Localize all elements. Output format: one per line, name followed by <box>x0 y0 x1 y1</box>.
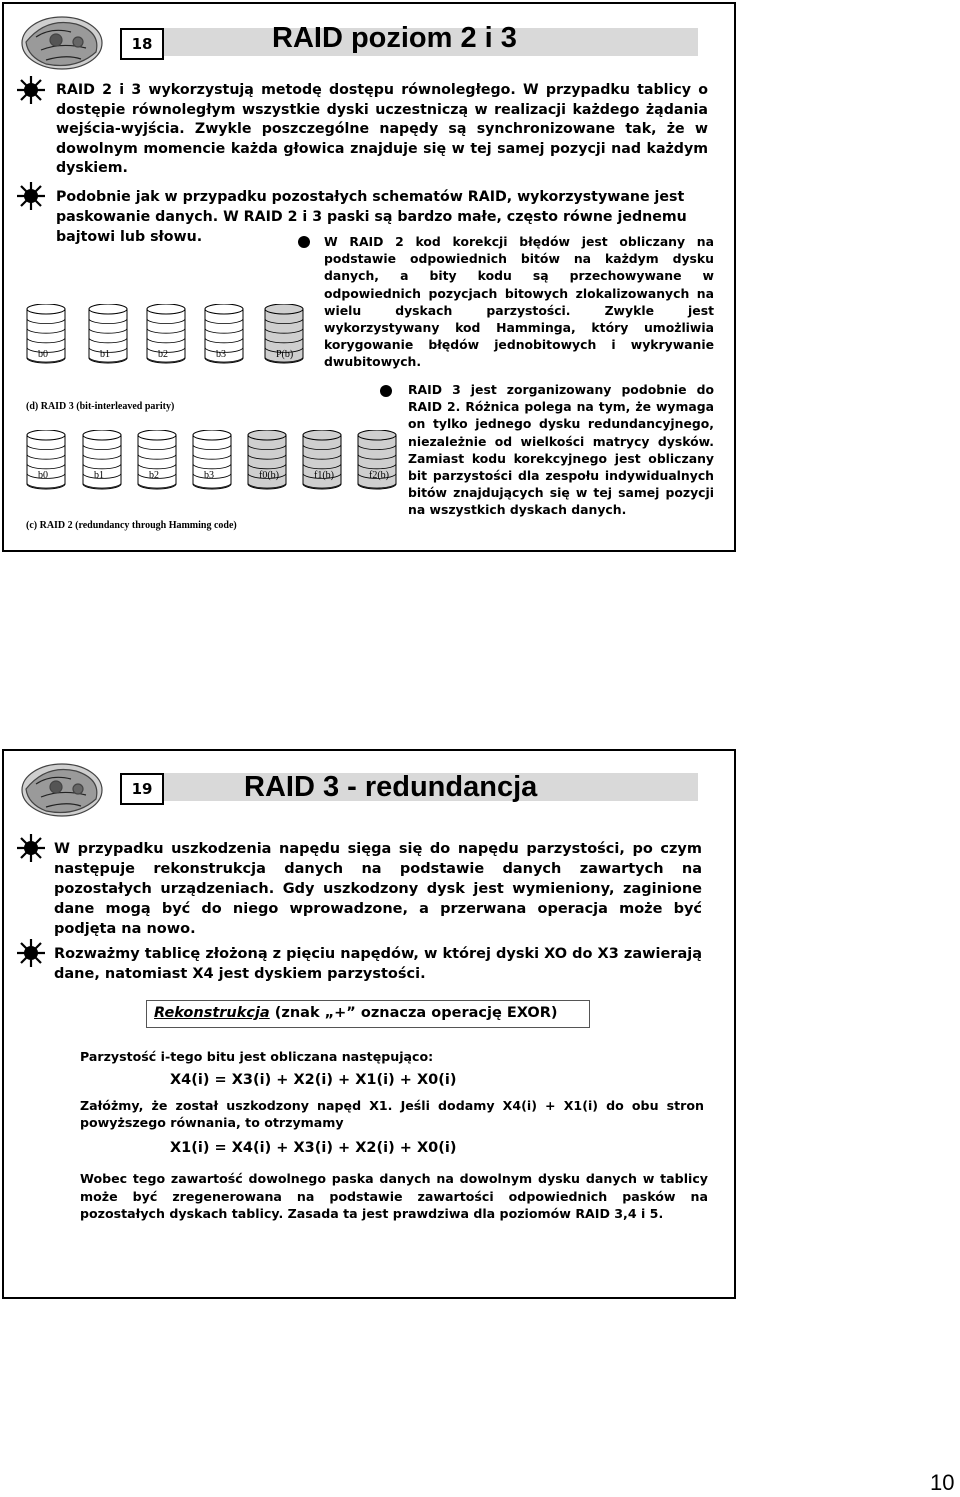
bullet-dot-icon <box>380 385 392 397</box>
raid3-figure-caption: (d) RAID 3 (bit-interleaved parity) <box>26 401 175 412</box>
formula-2: X1(i) = X4(i) + X3(i) + X2(i) + X0(i) <box>170 1140 457 1156</box>
assumption-text: Załóżmy, że został uszkodzony napęd X1. Jeśli dodamy X4(i) + X1(i) do obu stron powyższego równania, to otrzymamy <box>80 1098 704 1130</box>
reconstruction-box <box>146 1000 590 1028</box>
sun-bullet-icon <box>16 181 46 211</box>
raid2-disk-icon <box>192 430 232 490</box>
raid3-disk-label: b2 <box>158 349 168 360</box>
raid3-disk-label: P(b) <box>276 349 294 360</box>
raid2-disk-icon <box>357 430 397 490</box>
raid3-disk-label: b0 <box>38 349 48 360</box>
paragraph-1: RAID 2 i 3 wykorzystują metodę dostępu równoległego. W przypadku tablicy o dostępie równoległym wszystkie dyski uczestniczą w realizacji każdego żądania wejścia-wyjścia. Zwykle poszczególne napędy są synchronizowane tak, że w dowolnym momencie każda głowica znajduje się w tej samej pozycji nad każdym dyskiem. <box>56 82 708 176</box>
slide-number: 19 <box>120 773 164 805</box>
raid2-disk-label: f0(b) <box>259 470 279 481</box>
raid2-disk-icon <box>26 430 66 490</box>
sun-bullet-icon <box>16 75 46 105</box>
raid2-disk-icon <box>82 430 122 490</box>
raid3-disk-label: b1 <box>100 349 110 360</box>
raid2-disk-label: f1(b) <box>314 470 334 481</box>
slide-title: RAID 3 - redundancja <box>244 771 538 803</box>
decorative-logo-icon <box>16 12 108 74</box>
paragraph-2: Rozważmy tablicę złożoną z pięciu napędów, w której dyski XO do X3 zawierają dane, natomiast X4 jest dyskiem parzystości. <box>54 946 702 982</box>
bullet-dot-icon <box>298 236 310 248</box>
formula-1: X4(i) = X3(i) + X2(i) + X1(i) + X0(i) <box>170 1072 457 1088</box>
raid2-disk-label: b0 <box>38 470 48 481</box>
paragraph-2: Podobnie jak w przypadku pozostałych schematów RAID, wykorzystywane jest paskowanie danych. W RAID 2 i 3 paski są bardzo małe, często równe jednemu bajtowi lub słowu. <box>56 189 687 245</box>
raid2-disk-icon <box>247 430 287 490</box>
sun-bullet-icon <box>16 938 46 968</box>
raid2-figure-caption: (c) RAID 2 (redundancy through Hamming code) <box>26 520 237 531</box>
slide-title: RAID poziom 2 i 3 <box>272 22 517 54</box>
raid3-description: RAID 3 jest zorganizowany podobnie do RAID 2. Różnica polega na tym, że wymaga on tylko jednego dysku redundancyjnego, niezależnie od wielkości matrycy dysków. Zamiast kodu korekcyjnego jest obliczany bit parzystości dla zespołu indywidualnych bitów znajdujących się w tej samej pozycji na wszystkich dyskach danych. <box>408 382 714 518</box>
raid2-disk-label: b2 <box>149 470 159 481</box>
raid2-disk-label: f2(b) <box>369 470 389 481</box>
decorative-logo-icon <box>16 759 108 821</box>
parity-intro: Parzystość i-tego bitu jest obliczana następująco: <box>80 1049 434 1064</box>
raid2-disk-icon <box>137 430 177 490</box>
slide-19 <box>2 749 736 1299</box>
slide-18 <box>2 2 736 552</box>
slide-number: 18 <box>120 28 164 60</box>
raid2-disk-label: b1 <box>94 470 104 481</box>
raid2-disk-label: b3 <box>204 470 214 481</box>
raid2-description: W RAID 2 kod korekcji błędów jest obliczany na podstawie odpowiednich bitów na każdym dysku danych, a bity kodu są przechowywane w odpowiednich pozycjach bitowych zlokalizowanych na wielu dyskach parzystości. Zwykle jest wykorzystywany kod Hamminga, który umożliwia korygowanie błędów jednobitowych i wykrywanie dwubitowych. <box>324 234 714 370</box>
raid2-disk-icon <box>302 430 342 490</box>
sun-bullet-icon <box>16 833 46 863</box>
page-number: 10 <box>930 1470 955 1495</box>
paragraph-1: W przypadku uszkodzenia napędu sięga się do napędu parzystości, po czym następuje rekonstrukcja danych na podstawie danych zawartych na pozostałych urządzeniach. Gdy uszkodzony dysk jest wymieniony, zaginione dane mogą być do niego wprowadzone, a przerwana operacja może być podjęta na nowo. <box>54 841 702 937</box>
conclusion-text: Wobec tego zawartość dowolnego paska danych na dowolnym dysku danych w tablicy może być zregenerowana na podstawie zawartości odpowiednich pasków na pozostałych dyskach tablicy. Zasada ta jest prawdziwa dla poziomów RAID 3,4 i 5. <box>80 1171 708 1221</box>
reconstruction-label: Rekonstrukcja <box>154 1005 270 1021</box>
reconstruction-note: (znak „+” oznacza operację EXOR) <box>269 1005 558 1021</box>
raid3-disk-label: b3 <box>216 349 226 360</box>
